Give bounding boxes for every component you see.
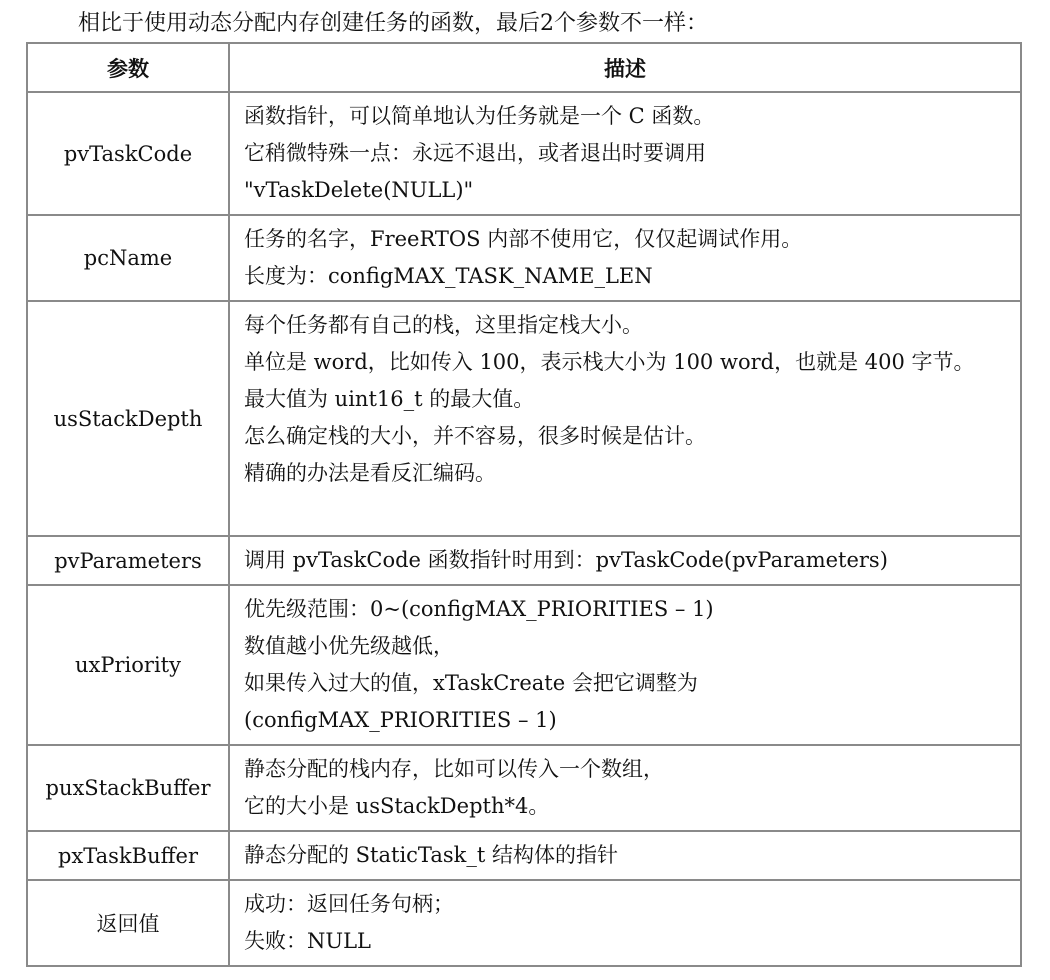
- param-name: pvParameters: [27, 536, 229, 585]
- param-desc: [229, 880, 1021, 966]
- header-param: 参数: [27, 43, 229, 92]
- desc-line: 数值越小优先级越低，: [244, 634, 454, 658]
- desc-line: 怎么确定栈的大小，并不容易，很多时候是估计。: [244, 424, 706, 448]
- desc-line: "vTaskDelete(NULL)": [244, 178, 474, 202]
- desc-line: 优先级范围：0~(configMAX_PRIORITIES – 1): [244, 597, 714, 621]
- desc-line: 最大值为 uint16_t 的最大值。: [244, 387, 535, 411]
- desc-line: 长度为：configMAX_TASK_NAME_LEN: [244, 264, 653, 288]
- desc-line: 静态分配的 StaticTask_t 结构体的指针: [244, 843, 618, 867]
- param-name: pxTaskBuffer: [27, 831, 229, 880]
- parameter-table: [26, 42, 1022, 967]
- desc-line: 每个任务都有自己的栈，这里指定栈大小。: [244, 313, 643, 337]
- desc-line: 成功：返回任务句柄；: [244, 892, 454, 916]
- desc-line: 如果传入过大的值，xTaskCreate 会把它调整为: [244, 671, 698, 695]
- desc-line: 精确的办法是看反汇编码。: [244, 461, 496, 485]
- param-desc: [229, 585, 1021, 745]
- param-name: usStackDepth: [27, 301, 229, 536]
- table-header-row: [27, 43, 1021, 92]
- desc-line: 失败：NULL: [244, 929, 371, 953]
- param-name: pcName: [27, 215, 229, 301]
- desc-line: 函数指针，可以简单地认为任务就是一个 C 函数。: [244, 104, 715, 128]
- param-desc: [229, 215, 1021, 301]
- intro-text: 相比于使用动态分配内存创建任务的函数，最后2个参数不一样：: [78, 11, 708, 36]
- table-row: [27, 585, 1021, 745]
- param-name: 返回值: [27, 880, 229, 966]
- desc-line: 它稍微特殊一点：永远不退出，或者退出时要调用: [244, 141, 706, 165]
- param-desc: [229, 536, 1021, 585]
- table-row: [27, 92, 1021, 215]
- desc-line: 单位是 word，比如传入 100，表示栈大小为 100 word，也就是 400 字节。: [244, 350, 975, 374]
- desc-line: 它的大小是 usStackDepth*4。: [244, 794, 550, 818]
- param-desc: [229, 745, 1021, 831]
- desc-line: 任务的名字，FreeRTOS 内部不使用它，仅仅起调试作用。: [244, 227, 803, 251]
- table-row: [27, 831, 1021, 880]
- header-desc: 描述: [229, 43, 1021, 92]
- table-row: [27, 301, 1021, 536]
- desc-line: 调用 pvTaskCode 函数指针时用到：pvTaskCode(pvParameters): [244, 548, 888, 572]
- table-row: [27, 880, 1021, 966]
- param-desc: [229, 92, 1021, 215]
- desc-line: (configMAX_PRIORITIES – 1): [244, 708, 557, 732]
- param-name: pvTaskCode: [27, 92, 229, 215]
- param-desc: [229, 831, 1021, 880]
- table-row: [27, 745, 1021, 831]
- param-desc: [229, 301, 1021, 536]
- param-name: uxPriority: [27, 585, 229, 745]
- param-name: puxStackBuffer: [27, 745, 229, 831]
- table-row: [27, 536, 1021, 585]
- desc-line: 静态分配的栈内存，比如可以传入一个数组，: [244, 757, 664, 781]
- table-row: [27, 215, 1021, 301]
